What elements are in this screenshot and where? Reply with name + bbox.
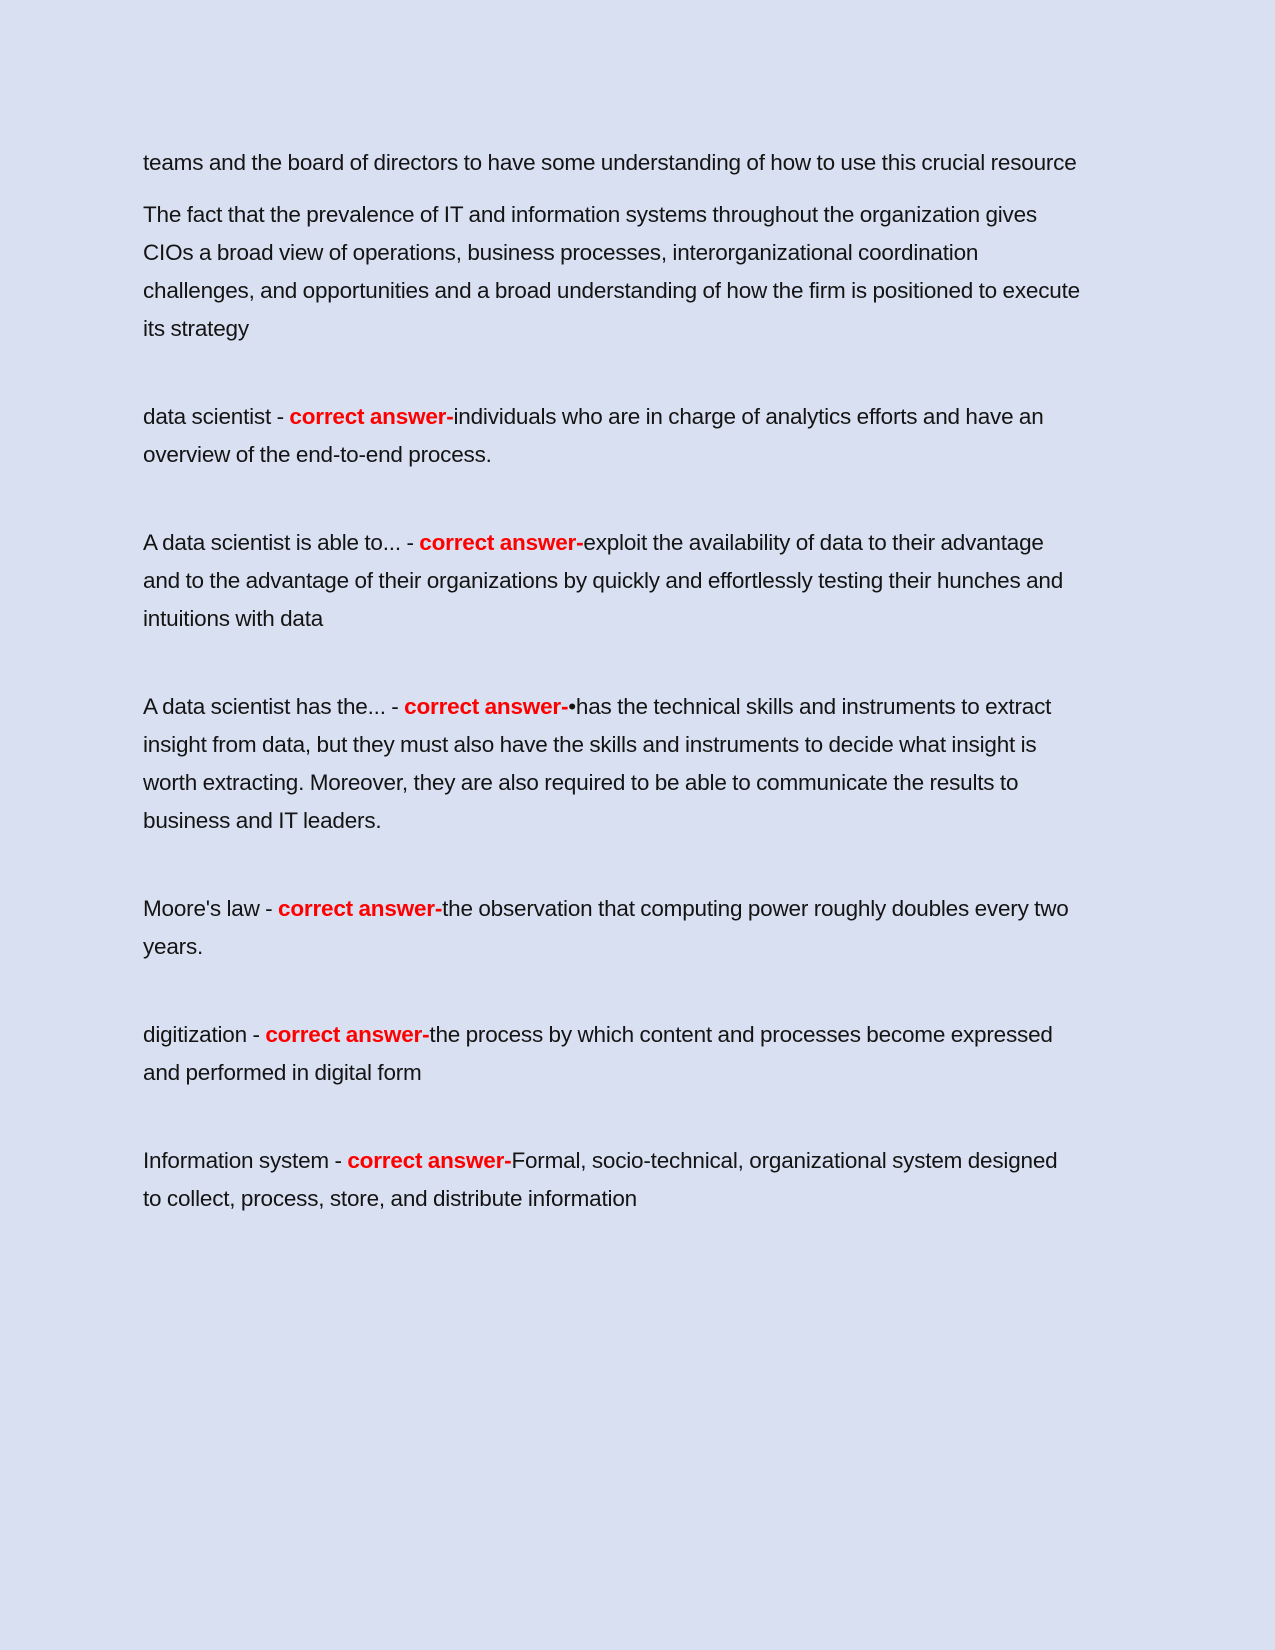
answer-text: individuals who are in charge of analytics efforts and have an overview of the end-to-end process.: [143, 404, 1044, 467]
flashcard-entry-digitization: [143, 1016, 1081, 1092]
correct-answer-label: correct answer-: [289, 404, 454, 429]
paragraph-text: teams and the board of directors to have some understanding of how to use this crucial resource: [143, 150, 1077, 175]
paragraph-text: The fact that the prevalence of IT and information systems throughout the organization gives CIOs a broad view of operations, business processes, interorganizational coordination challenges, and opportunities and a broad understanding of how the firm is positioned to execute its strategy: [143, 202, 1080, 341]
correct-answer-label: correct answer-: [404, 694, 569, 719]
answer-text: Formal, socio-technical, organizational system designed to collect, process, store, and distribute information: [143, 1148, 1058, 1211]
answer-text: exploit the availability of data to their advantage and to the advantage of their organizations by quickly and effortlessly testing their hunches and intuitions with data: [143, 530, 1064, 631]
term-text: A data scientist has the... -: [143, 694, 405, 719]
flashcard-entry-data-scientist-has-the: [143, 688, 1081, 840]
flashcard-entry-data-scientist: [143, 398, 1081, 474]
correct-answer-label: correct answer-: [419, 530, 584, 555]
term-text: A data scientist is able to... -: [143, 530, 420, 555]
answer-text: the process by which content and processes become expressed and performed in digital form: [143, 1022, 1053, 1085]
term-text: digitization -: [143, 1022, 266, 1047]
term-text: Information system -: [143, 1148, 348, 1173]
flashcard-entry-moores-law: [143, 890, 1081, 966]
term-text: data scientist -: [143, 404, 290, 429]
correct-answer-label: correct answer-: [347, 1148, 512, 1173]
correct-answer-label: correct answer-: [278, 896, 443, 921]
answer-text: •has the technical skills and instruments to extract insight from data, but they must also have the skills and instruments to decide what insight is worth extracting. Moreover, they are also required to be able to communicate the results to business and IT leaders.: [143, 694, 1052, 833]
paragraph-context: [143, 196, 1081, 348]
flashcard-entry-data-scientist-able-to: [143, 524, 1081, 638]
answer-text: the observation that computing power roughly doubles every two years.: [143, 896, 1069, 959]
flashcard-entry-information-system: [143, 1142, 1081, 1218]
paragraph-continuation: [143, 144, 1081, 182]
term-text: Moore's law -: [143, 896, 279, 921]
correct-answer-label: correct answer-: [265, 1022, 430, 1047]
